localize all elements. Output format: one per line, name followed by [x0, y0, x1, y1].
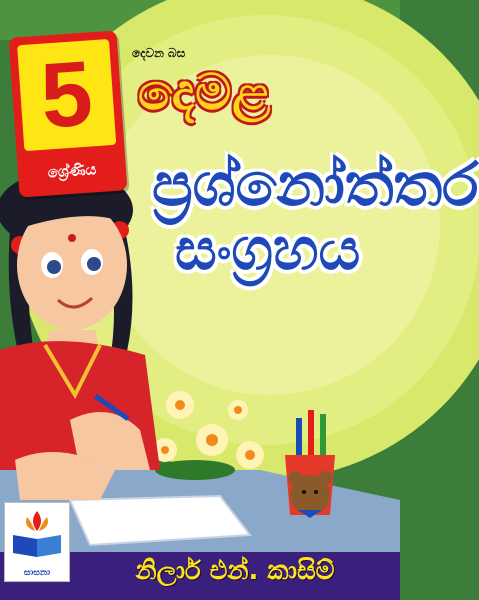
- grade-label: ශ්‍රේණිය: [47, 160, 97, 182]
- grade-number: 5: [37, 42, 96, 148]
- main-title-line2: සංග්‍රහය: [175, 215, 361, 283]
- main-title-line1: ප්‍රශ්නෝත්තර: [152, 150, 479, 220]
- author-name: නිලාර් එන්. කාසිම්: [135, 556, 335, 586]
- subject-title: දෙමළ: [138, 62, 272, 121]
- publisher-logo: [4, 502, 70, 582]
- grade-number-box: [17, 39, 116, 151]
- grade-badge: [9, 30, 128, 197]
- subtitle: දෙවන බස: [132, 46, 186, 60]
- book-logo-icon: [9, 507, 65, 559]
- publisher-name: සාසනා: [23, 568, 51, 578]
